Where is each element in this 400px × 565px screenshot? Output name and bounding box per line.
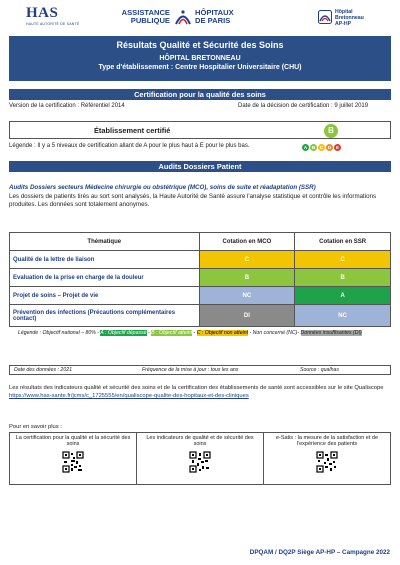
establishment-type: Type d'établissement : Centre Hospitalier Universitaire (CHU) bbox=[98, 64, 302, 71]
more-info-table bbox=[9, 432, 391, 485]
results-text: Les résultats des indicateurs qualité et sécurité des soins et de la certification des établissements de santé sont accessibles sur le site Qualiscope bbox=[9, 385, 384, 391]
row-ssr-grade: C bbox=[295, 251, 391, 269]
hospital-emblem-icon bbox=[318, 10, 332, 24]
more-info-title: Pour en savoir plus : bbox=[9, 424, 62, 430]
hospital-name: HÔPITAL BRETONNEAU bbox=[159, 55, 241, 62]
legend-a: A : Objectif dépassé bbox=[100, 330, 147, 336]
row-mco-grade: NC bbox=[199, 287, 295, 305]
certification-legend: Légende : Il y a 5 niveaux de certification allant de A pour le plus haut à E pour le plus bas. bbox=[9, 143, 250, 149]
row-mco-grade: C bbox=[199, 251, 295, 269]
scale-level-d: D bbox=[327, 145, 332, 150]
scale-level-a: A bbox=[303, 145, 308, 150]
audits-intro-text: Les dossiers de patients tirés au sort sont analysés, la Haute Autorité de Santé assure l'analyse statistique et contrôle les informations produites. Les données sont totalement anonymes. bbox=[9, 193, 377, 209]
table-row bbox=[10, 251, 391, 269]
footer-text: DPQAM / DQ2P Siège AP-HP – Campagne 2022 bbox=[249, 549, 390, 556]
has-logo-mark: HAS bbox=[26, 5, 59, 21]
legend-b: B : Objectif atteint bbox=[151, 330, 193, 336]
row-mco-grade: B bbox=[199, 269, 295, 287]
row-ssr-grade: A bbox=[295, 287, 391, 305]
certification-section-title: Certification pour la qualité des soins bbox=[9, 89, 391, 100]
row-theme: Projet de soins – Projet de vie bbox=[10, 287, 200, 305]
bretonneau-logo-line: AP-HP bbox=[335, 21, 352, 27]
row-theme: Prévention des infections (Précautions complémentaires contact) bbox=[10, 305, 200, 327]
table-header-row bbox=[10, 233, 391, 251]
legend-di: Données insuffisantes (DI) bbox=[300, 330, 362, 336]
table-row bbox=[10, 269, 391, 287]
aphp-logo bbox=[112, 7, 272, 29]
column-header-theme: Thématique bbox=[10, 233, 200, 251]
scale-level-c: C bbox=[319, 145, 324, 150]
certification-status-box bbox=[9, 121, 391, 139]
bretonneau-logo-line: Hôpital bbox=[335, 9, 353, 15]
has-logo bbox=[26, 6, 86, 26]
certification-status: Établissement certifié bbox=[94, 126, 171, 135]
row-mco-grade: DI bbox=[199, 305, 295, 327]
data-date: Date des données : 2021 bbox=[14, 367, 72, 373]
row-ssr-grade: NC bbox=[295, 305, 391, 327]
scale-level-b: B bbox=[311, 145, 316, 150]
legend-prefix: Légende : Objectif national – 80% - bbox=[18, 330, 100, 336]
legend-separator: - bbox=[192, 330, 197, 336]
audits-intro-title: Audits Dossiers secteurs Médecine chirurgie ou obstétrique (MCO), soins de suite et réadaptation (SSR) bbox=[9, 184, 316, 191]
qr-code-icon[interactable] bbox=[62, 451, 84, 473]
row-theme: Evaluation de la prise en charge de la douleur bbox=[10, 269, 200, 287]
data-source: Source : qualhas bbox=[300, 367, 339, 373]
legend-separator: - bbox=[146, 330, 152, 336]
qr-code-icon[interactable] bbox=[316, 451, 338, 473]
audits-section-title: Audits Dossiers Patient bbox=[9, 161, 391, 172]
aphp-logo-line: ASSISTANCE bbox=[121, 8, 170, 17]
bretonneau-logo bbox=[318, 8, 388, 34]
certification-version: Version de la certification : Référentiel 2014 bbox=[9, 103, 125, 109]
aphp-logo-line: PUBLIQUE bbox=[130, 16, 170, 26]
certification-decision-date: Date de la décision de certification : 9 juillet 2019 bbox=[238, 103, 369, 109]
update-frequency: Fréquence de la mise à jour : tous les ans bbox=[142, 367, 239, 373]
row-theme: Qualité de la lettre de liaison bbox=[10, 251, 200, 269]
bretonneau-logo-line: Bretonneau bbox=[335, 15, 364, 21]
more-info-cell[interactable] bbox=[137, 433, 264, 485]
qualiscope-link[interactable]: https://www.has-sante.fr/jcms/c_1725555/en/qualiscope-qualite-des-hopitaux-et-des-cliniques bbox=[9, 392, 249, 399]
audits-table bbox=[9, 232, 391, 327]
qr-code-icon[interactable] bbox=[189, 451, 211, 473]
audits-legend bbox=[18, 330, 388, 338]
more-info-label: La certification pour la qualité et la sécurité des soins bbox=[15, 435, 131, 447]
more-info-label: e-Satis : la mesure de la satisfaction et de l'expérience des patients bbox=[275, 435, 379, 447]
legend-nc: - Non concerné (NC)- bbox=[248, 330, 301, 336]
more-info-cell[interactable] bbox=[10, 433, 137, 485]
aphp-emblem-icon bbox=[174, 8, 192, 26]
scale-level-e: E bbox=[335, 145, 339, 150]
more-info-label: Les indicateurs de qualité et de sécurité des soins bbox=[146, 435, 254, 447]
aphp-logo-line: HÔPITAUX bbox=[195, 8, 234, 17]
more-info-cell[interactable] bbox=[264, 433, 391, 485]
row-ssr-grade: B bbox=[295, 269, 391, 287]
results-paragraph bbox=[9, 385, 391, 401]
column-header-mco: Cotation en MCO bbox=[199, 233, 295, 251]
table-row bbox=[10, 305, 391, 327]
page-title: Résultats Qualité et Sécurité des Soins bbox=[116, 40, 284, 50]
aphp-logo-line: DE PARIS bbox=[195, 16, 231, 26]
has-logo-subtext: HAUTE AUTORITÉ DE SANTÉ bbox=[26, 22, 80, 26]
title-band bbox=[9, 36, 391, 81]
column-header-ssr: Cotation en SSR bbox=[295, 233, 391, 251]
table-row bbox=[10, 287, 391, 305]
legend-c: C : Objectif non atteint bbox=[196, 330, 249, 336]
certification-scale bbox=[302, 144, 342, 152]
certification-grade-badge: B bbox=[324, 124, 338, 138]
data-meta-row bbox=[9, 365, 391, 375]
page-header bbox=[0, 0, 400, 36]
